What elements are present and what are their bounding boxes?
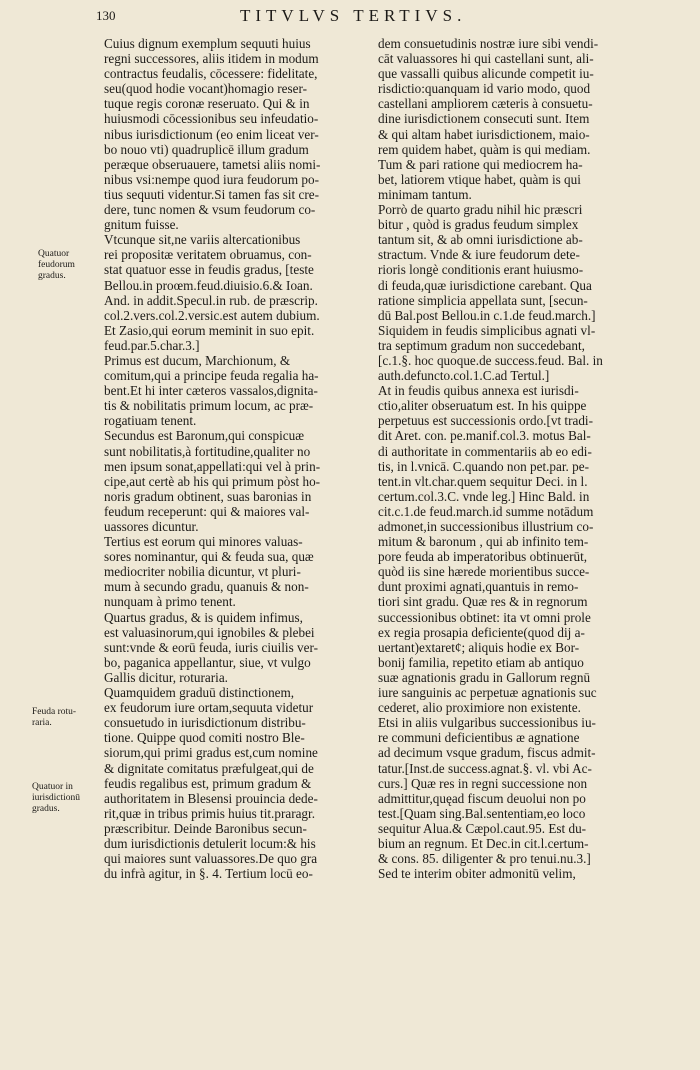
text-line: Etsi in aliis vulgaribus successionibus iu-: [378, 715, 596, 731]
margin-note-line: gradus.: [32, 804, 60, 814]
margin-note-line: feudorum: [38, 260, 75, 270]
page-number: 130: [96, 8, 116, 23]
text-line: mitum & baronum , qui ab infinito tem-: [378, 534, 589, 550]
text-line: ex regia prosapia deficiente(quod dij a-: [378, 624, 585, 640]
text-line: Tertius est eorum qui minores valuas-: [104, 534, 303, 550]
text-line: tent.in vlt.char.quem sequitur Deci. in l.: [378, 473, 588, 489]
text-line: stractum. Vnde & iure feudorum dete-: [378, 247, 580, 263]
text-line: admittitur,quęad fiscum deuolui non po: [378, 790, 586, 806]
text-line: Gallis dicitur, roturaria.: [104, 669, 228, 685]
text-line: tra septimum gradum non succedebant,: [378, 337, 585, 353]
text-line: rioris longè conditionis erant huiusmo-: [378, 262, 584, 278]
margin-note-line: Quatuor: [38, 249, 70, 259]
text-line: & dignitate comitatus præfulgeat,qui de: [104, 760, 314, 776]
text-line: seu(quod hodie vocant)homagio reser-: [104, 81, 307, 97]
text-line: & cons. 85. diligenter & pro tenui.nu.3.]: [378, 851, 591, 867]
text-line: Tum & pari ratione qui mediocrem ha-: [378, 156, 583, 172]
text-line: cit.c.1.de feud.march.id summe notādum: [378, 503, 594, 519]
text-line: cederet, alio proximiore non existente.: [378, 700, 581, 716]
text-line: dū Bal.post Bellou.in c.1.de feud.march.]: [378, 307, 596, 323]
text-line: feudis regalibus est, primum gradum &: [104, 775, 312, 791]
margin-note-quatuor-iurisdictionum: [32, 782, 80, 815]
text-line: siorum,qui primi gradus est,cum nomine: [104, 745, 318, 761]
text-line: bo, paganica appellantur, siue, vt vulgo: [104, 654, 311, 670]
text-line: tius sequuti videntur.Si tamen fas sit cre-: [104, 186, 319, 202]
text-line: dere, tunc nomen & vsum feudorum co-: [104, 202, 316, 218]
text-line: sunt:vnde & eorū feuda, iuris ciuilis ver-: [104, 639, 318, 655]
text-line: Et Zasio,qui eorum meminit in suo epit.: [104, 322, 315, 338]
text-line: re communi deficientibus æ agnatione: [378, 730, 580, 746]
text-line: nibus iurisdictionum (eo enim liceat ver-: [104, 126, 319, 142]
text-line: tis, in l.vnicā. C.quando non pet.par. pe-: [378, 458, 589, 474]
text-line: qui maiores sunt valuassores.De quo gra: [104, 851, 318, 867]
text-line: nunquam à primo tenent.: [104, 594, 236, 610]
text-line: Quartus gradus, & is quidem infimus,: [104, 609, 303, 625]
text-line: minimam tantum.: [378, 186, 472, 202]
text-line: rogatiuam tenent.: [104, 413, 197, 429]
text-line: nibus vsi:nempe quod iura feudorum po-: [104, 171, 319, 187]
text-line: bitur , quòd is gradus feudum simplex: [378, 217, 579, 233]
margin-note-feuda-roturaria: [32, 707, 76, 729]
text-line: Sed te interim obiter admonitū velim,: [378, 866, 576, 882]
text-line: contractus feudalis, cōcessere: fidelitate,: [104, 66, 318, 82]
text-line: admonet,in successionibus illustrium co-: [378, 519, 594, 534]
text-line: tiori sint gradu. Quæ res & in regnorum: [378, 594, 588, 610]
text-line: bet, latiorem vtique habet, quàm is qui: [378, 171, 581, 187]
margin-note-line: gradus.: [38, 271, 66, 281]
text-line: rem quidem habet, quàm is qui mediam.: [378, 141, 591, 157]
text-line: ad decimum vsque gradum, fiscus admit-: [378, 745, 596, 761]
text-line: col.2.vers.col.2.versic.est autem dubium.: [104, 307, 320, 323]
text-line: gnitum fuisse.: [104, 217, 179, 233]
text-line: dunt proximi agnati,quantuis in remo-: [378, 579, 579, 595]
text-line: cāt valuassores hi qui castellani sunt, ali-: [378, 51, 594, 67]
text-line: test.[Quam sing.Bal.sententiam,eo loco: [378, 805, 586, 821]
text-line: stat quatuor esse in feudis gradus, [teste: [104, 262, 314, 278]
text-line: pore feuda ab imperatoribus obtinuerūt,: [378, 549, 588, 565]
text-line: feudum receperunt: qui & maiores val-: [104, 503, 310, 519]
text-line: dine iurisdictionem consecuti sunt. Item: [378, 111, 590, 127]
text-line: sunt nobilitatis,à fortitudine,qualiter no: [104, 443, 311, 459]
text-line: Bellou.in proœm.feud.diuisio.6.& Ioan.: [104, 277, 313, 293]
text-line: di feuda,quæ iurisdictione carebant. Qua: [378, 277, 592, 293]
text-line: rei propositæ veritatem obruamus, con-: [104, 247, 312, 263]
text-line: successionibus obtinet: ita vt omni prole: [378, 609, 591, 625]
text-line: comitum,qui a principe feuda regalia ha-: [104, 368, 319, 384]
text-line: mediocriter nobilia dicuntur, vt pluri-: [104, 564, 301, 580]
text-line: & qui altam habet iurisdictionem, maio-: [378, 126, 590, 142]
margin-note-line: raria.: [32, 718, 52, 728]
text-line: authoritatem in Blesensi prouincia dede-: [104, 790, 318, 806]
text-line: que vassalli quibus alicunde competit iu-: [378, 66, 594, 82]
text-line: auth.defuncto.col.1.C.ad Tertul.]: [378, 368, 550, 384]
text-line: cipe,aut certè ab his qui primum pòst ho-: [104, 473, 321, 489]
text-line: [c.1.§. hoc quoque.de success.feud. Bal. in: [378, 352, 603, 368]
text-line: tantum sit, & ab omni iurisdictione ab-: [378, 232, 583, 248]
text-line: bonij familia, repetito etiam ab antiquo: [378, 654, 584, 670]
margin-note-line: Feuda rotu-: [32, 707, 77, 717]
text-line: perpetuus est successionis ordo.[vt tradi-: [378, 413, 593, 429]
text-line: bium an regnum. Et Dec.in cit.l.certum-: [378, 835, 589, 851]
text-line: uassores dicuntur.: [104, 519, 199, 534]
text-line: Vtcunque sit,ne variis altercationibus: [104, 232, 301, 248]
text-line: And. in addit.Specul.in rub. de præscrip.: [104, 292, 318, 308]
text-line: castellani ampliorem cæteris à consuetu-: [378, 96, 593, 112]
text-line: regni successores, aliis itidem in modum: [104, 51, 319, 67]
text-line: Primus est ducum, Marchionum, &: [104, 352, 291, 368]
text-line: certum.col.3.C. vnde leg.] Hinc Bald. in: [378, 488, 590, 504]
text-line: dit Aret. con. pe.manif.col.3. motus Bal-: [378, 428, 591, 444]
text-line: mum à secundo gradu, quanuis & non-: [104, 579, 309, 595]
text-line: di authoritate in commentariis ab eo edi-: [378, 443, 592, 459]
text-line: Quamquidem graduū distinctionem,: [104, 685, 295, 701]
text-line: huiusmodi cōcessionibus seu infeudatio-: [104, 111, 319, 127]
text-line: curs.] Quæ res in regni successione non: [378, 775, 588, 791]
running-title: TITVLVS TERTIVS.: [240, 6, 467, 25]
text-line: At in feudis quibus annexa est iurisdi-: [378, 383, 579, 399]
text-line: quòd iis sine hærede morientibus succe-: [378, 564, 590, 580]
text-line: Secundus est Baronum,qui conspicuæ: [104, 428, 304, 444]
text-line: dum iurisdictionis detulerit locum:& his: [104, 835, 316, 851]
text-line: men ipsum sonat,appellati:qui vel à prin-: [104, 458, 321, 474]
text-line: est valuasinorum,qui ignobiles & plebei: [104, 624, 315, 640]
text-line: uertant)extaret¢; aliquis hodie ex Bor-: [378, 639, 580, 655]
text-line: tis & nobilitatis primum locum, ac præ-: [104, 398, 314, 414]
text-line: risdictio:quanquam id vario modo, quod: [378, 81, 591, 97]
text-line: iure sanguinis ac perpetuæ agnationis suc: [378, 685, 597, 701]
margin-note-line: Quatuor in: [32, 782, 73, 792]
text-line: peræque obseruauere, tametsi aliis nomi-: [104, 156, 321, 172]
text-line: noris gradum obtinent, suas baronias in: [104, 488, 312, 504]
text-line: feud.par.5.char.3.]: [104, 337, 200, 353]
text-line: consuetudo in iurisdictionum distribu-: [104, 715, 306, 731]
left-text-column: [104, 36, 366, 881]
text-line: sequitur Alua.& Cæpol.caut.95. Est du-: [378, 820, 587, 836]
text-line: du infrà agitur, in §. 4. Tertium locū eo-: [104, 866, 313, 882]
text-line: bo nouo vti) quadruplicē illum gradum: [104, 141, 309, 157]
text-line: ex feudorum iure ortam,sequuta videtur: [104, 700, 314, 716]
text-line: tione. Quippe quod comiti nostro Ble-: [104, 730, 305, 746]
margin-note-line: iurisdictionū: [32, 793, 81, 803]
text-line: Siquidem in feudis simplicibus agnati vl-: [378, 322, 596, 338]
margin-note-quatuor-feudorum: [38, 249, 75, 282]
text-line: præscribitur. Deinde Baronibus secun-: [104, 820, 307, 836]
text-line: suæ agnationis gradu in Gallorum regnū: [378, 669, 591, 685]
text-line: bent.Et hi inter cæteros vassalos,dignita-: [104, 383, 318, 399]
text-line: rit,quæ in tribus primis huius tit.praragr.: [104, 805, 315, 821]
text-line: Cuius dignum exemplum sequuti huius: [104, 36, 311, 51]
text-line: dem consuetudinis nostræ iure sibi vendi-: [378, 36, 599, 51]
text-line: sores nominantur, qui & feuda sua, quæ: [104, 549, 314, 565]
right-text-column: [378, 36, 642, 881]
text-line: ratione simplicia appellata sunt, [secun-: [378, 292, 588, 308]
text-line: tatur.[Inst.de success.agnat.§. vl. vbi Ac-: [378, 760, 592, 776]
text-line: tuque regis coronæ reseruato. Qui & in: [104, 96, 310, 112]
text-line: ctio,aliter obseruatum est. In his quippe: [378, 398, 587, 414]
text-line: Porrò de quarto gradu nihil hic præscri: [378, 202, 583, 218]
